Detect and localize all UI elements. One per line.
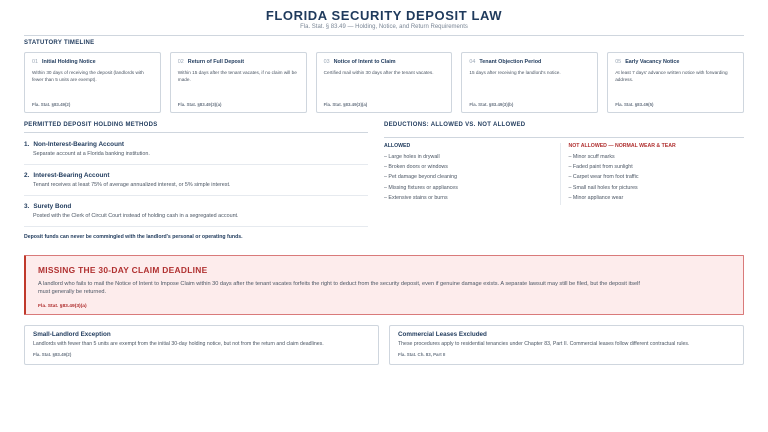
deductions-section-label: DEDUCTIONS: ALLOWED VS. NOT ALLOWED xyxy=(384,122,526,128)
note-text: These procedures apply to residential tenancies under Chapter 83, Part II. Commercial leases follow different contractual rules. xyxy=(398,341,690,347)
method-number: 2. xyxy=(24,172,30,179)
list-item: – Minor scuff marks xyxy=(568,154,615,160)
step-description: Certified mail within 30 days after the tenant vacates. xyxy=(323,70,434,75)
step-description: At least 7 days' advance written notice with forwarding address. xyxy=(615,70,728,82)
method-number: 1. xyxy=(24,141,30,148)
page-subtitle: Fla. Stat. § 83.49 — Holding, Notice, and Return Requirements xyxy=(300,24,468,30)
step-citation: Fla. Stat. §83.49(3)(b) xyxy=(469,102,514,107)
step-citation: Fla. Stat. §83.49(3)(a) xyxy=(323,102,368,107)
step-citation: Fla. Stat. §83.49(3)(a) xyxy=(177,102,222,107)
commingling-note: Deposit funds can never be commingled with the landlord's personal or operating funds. xyxy=(24,234,243,240)
step-citation: Fla. Stat. §83.49(5) xyxy=(615,102,654,107)
step-title: Tenant Objection Period xyxy=(479,59,542,65)
step-number: 01 xyxy=(32,59,38,65)
notes-row xyxy=(24,325,744,365)
note-title: Small-Landlord Exception xyxy=(33,331,111,338)
list-item: – Large holes in drywall xyxy=(384,154,440,160)
list-item xyxy=(24,141,368,165)
note-text: Landlords with fewer than 5 units are exempt from the initial 30-day holding notice, but not from the return and claim deadlines. xyxy=(33,341,324,347)
note-citation: Fla. Stat. §83.49(2) xyxy=(33,351,72,357)
list-item: – Missing fixtures or appliances xyxy=(384,184,458,191)
page-title: FLORIDA SECURITY DEPOSIT LAW xyxy=(265,8,503,23)
methods-section-label: PERMITTED DEPOSIT HOLDING METHODS xyxy=(24,122,158,128)
step-number: 04 xyxy=(469,59,476,65)
step-title: Return of Full Deposit xyxy=(187,59,245,65)
list-item: – Broken doors or windows xyxy=(384,164,448,171)
warning-title: MISSING THE 30-DAY CLAIM DEADLINE xyxy=(38,265,208,275)
timeline-step xyxy=(170,52,307,113)
header-divider xyxy=(24,35,744,36)
deadline-warning-callout xyxy=(24,255,744,315)
list-item: – Faded paint from sunlight xyxy=(568,164,633,171)
step-citation: Fla. Stat. §83.49(2) xyxy=(32,102,71,107)
timeline-step xyxy=(461,52,598,113)
method-title: Surety Bond xyxy=(33,203,72,210)
list-item: – Carpet wear from foot traffic xyxy=(568,174,639,181)
step-number: 02 xyxy=(177,59,184,65)
note-citation: Fla. Stat. Ch. 83, Part II xyxy=(398,351,446,357)
holding-methods-list xyxy=(24,141,368,240)
step-title: Notice of Intent to Claim xyxy=(333,59,396,65)
not-allowed-column xyxy=(560,143,745,205)
small-landlord-note xyxy=(24,325,379,365)
step-title: Initial Holding Notice xyxy=(42,59,96,65)
note-title: Commercial Leases Excluded xyxy=(398,331,487,338)
step-description: Within 30 days of receiving the deposit (landlords with fewer than 5 units are exempt). xyxy=(32,70,144,82)
method-title: Non-Interest-Bearing Account xyxy=(33,141,125,148)
timeline-step xyxy=(24,52,161,113)
list-item xyxy=(24,203,368,227)
warning-text: A landlord who fails to mail the Notice of Intent to Impose Claim within 30 days after the tenant vacates forfeits the right to deduct from the security deposit, even if genuine damage exists. A separate lawsuit may still be filed, but the deposit itself must generally be returned. xyxy=(38,281,640,296)
timeline xyxy=(24,52,744,113)
deductions-divider xyxy=(384,137,744,138)
step-description: Within 15 days after the tenant vacates, if no claim will be made. xyxy=(177,70,297,82)
step-number: 05 xyxy=(615,59,622,65)
deductions-table xyxy=(384,143,744,205)
list-item xyxy=(24,172,368,196)
method-number: 3. xyxy=(24,203,30,210)
step-number: 03 xyxy=(323,59,330,65)
step-description: 15 days after receiving the landlord's notice. xyxy=(469,70,561,75)
not-allowed-heading: NOT ALLOWED — NORMAL WEAR & TEAR xyxy=(568,143,676,149)
allowed-heading: ALLOWED xyxy=(384,143,411,149)
method-description: Posted with the Clerk of Circuit Court instead of holding cash in a segregated account. xyxy=(33,213,239,219)
list-item: – Extensive stains or burns xyxy=(384,194,448,201)
warning-citation: Fla. Stat. §83.49(3)(a) xyxy=(38,303,87,309)
timeline-step xyxy=(316,52,453,113)
allowed-column xyxy=(384,143,560,205)
timeline-section-label: STATUTORY TIMELINE xyxy=(24,40,95,46)
method-title: Interest-Bearing Account xyxy=(33,172,110,179)
list-item: – Pet damage beyond cleaning xyxy=(384,174,458,181)
step-title: Early Vacancy Notice xyxy=(625,59,680,65)
timeline-step xyxy=(607,52,744,113)
commercial-leases-note xyxy=(389,325,744,365)
list-item: – Small nail holes for pictures xyxy=(568,184,638,191)
method-description: Separate account at a Florida banking institution. xyxy=(33,151,150,157)
list-item: – Minor appliance wear xyxy=(568,194,624,201)
methods-divider xyxy=(24,132,368,133)
method-description: Tenant receives at least 75% of average annualized interest, or 5% simple interest. xyxy=(33,182,231,188)
